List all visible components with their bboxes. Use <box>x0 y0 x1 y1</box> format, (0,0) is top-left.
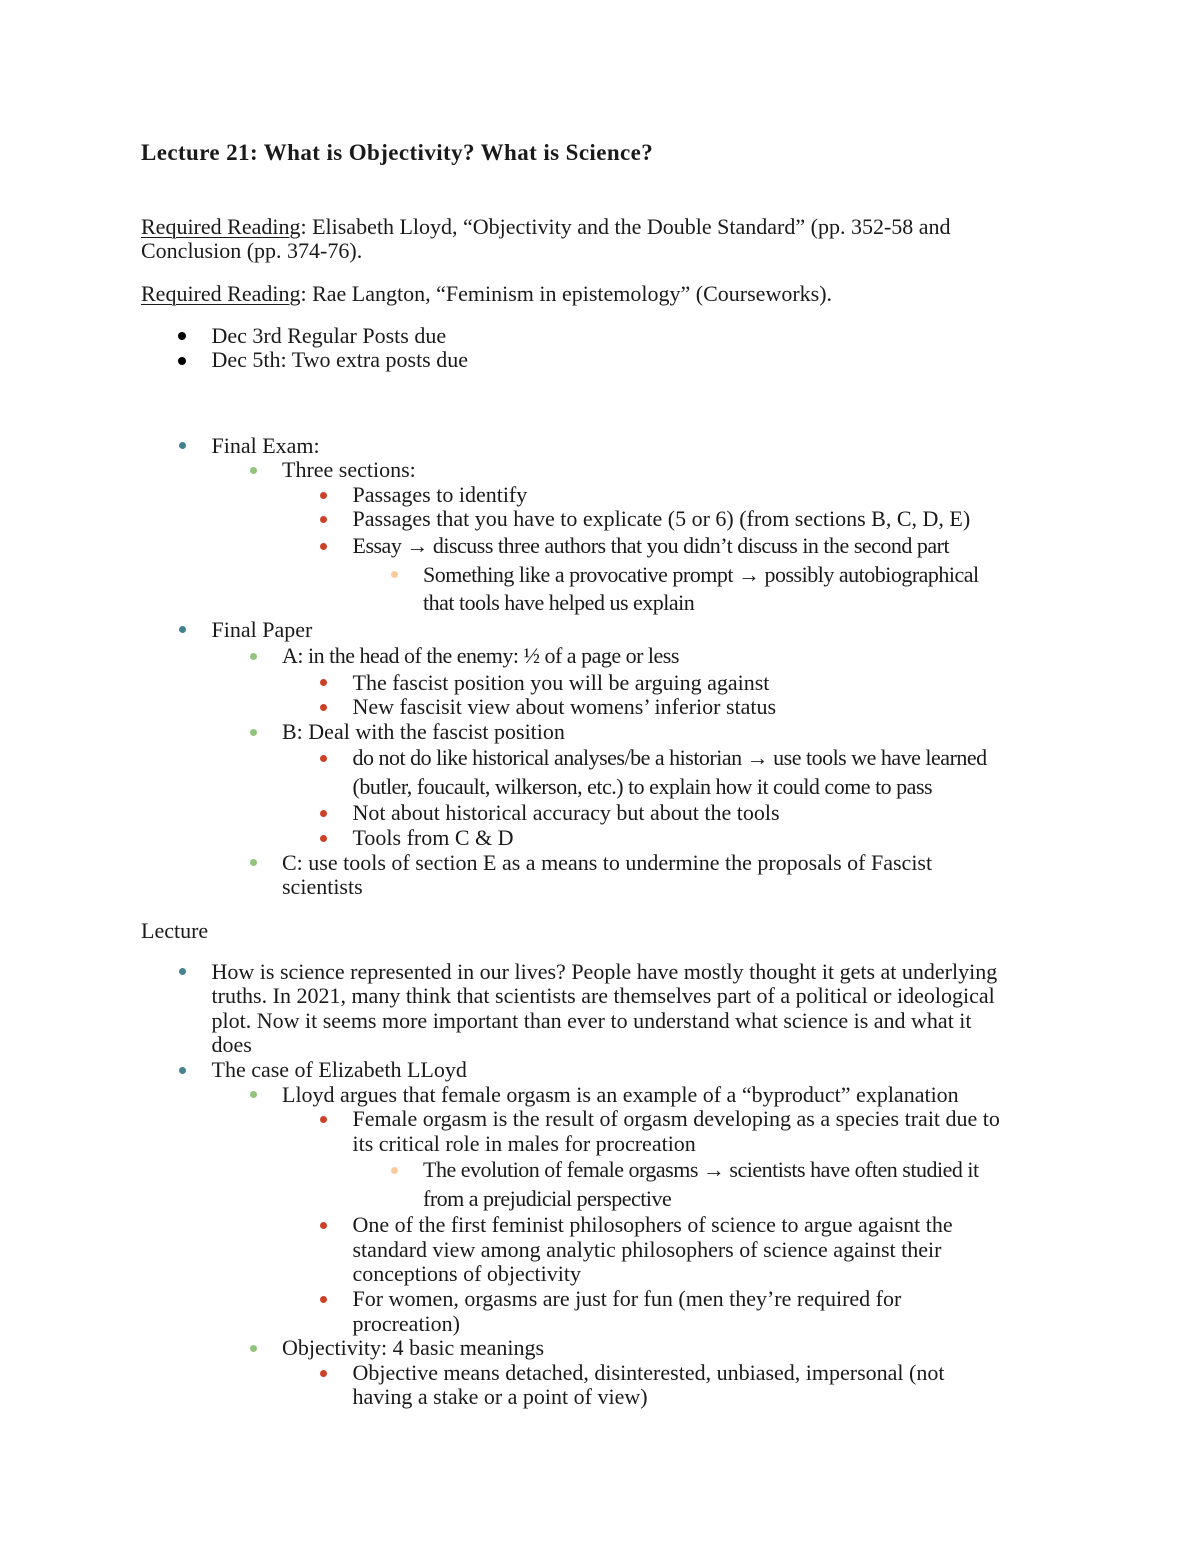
bullet-icon <box>250 1345 257 1352</box>
outline-item-text: truths. In 2021, many think that scientists are themselves part of a political or ideological <box>211 983 995 1009</box>
bullet-icon <box>320 492 327 499</box>
bullet-icon <box>320 1222 327 1229</box>
bullet-icon <box>320 1296 327 1303</box>
outline-item-text: Final Paper <box>211 616 313 642</box>
outline-item-text: conceptions of objectivity <box>352 1261 581 1287</box>
deadline-item <box>141 324 1171 349</box>
nested-list <box>353 561 1172 618</box>
outline-item <box>282 801 1171 826</box>
bullet-icon <box>250 859 257 866</box>
assignments-outline <box>141 434 1171 900</box>
nested-list <box>212 642 1172 900</box>
bullet-icon <box>320 810 327 817</box>
bullet-icon <box>179 1067 186 1074</box>
outline-item <box>141 960 1171 1058</box>
outline-item <box>282 826 1171 851</box>
outline-item <box>282 1213 1171 1287</box>
bullet-icon <box>320 704 327 711</box>
outline-item <box>212 1336 1172 1410</box>
outline-item-text: Passages to identify <box>352 481 528 507</box>
required-reading-citation: Conclusion (pp. 374-76). <box>141 238 363 264</box>
outline-item-text: Three sections: <box>282 457 416 483</box>
nested-list <box>282 671 1171 720</box>
outline-item-text: How is science represented in our lives? People have mostly thought it gets at underlying <box>211 958 998 984</box>
outline-item-text: C: use tools of section E as a means to undermine the proposals of Fascist <box>282 849 933 875</box>
outline-item-text: For women, orgasms are just for fun (men they’re required for <box>352 1286 902 1312</box>
outline-item <box>212 720 1172 851</box>
outline-item-text: scientists <box>282 874 363 900</box>
bullet-icon <box>178 332 186 340</box>
required-reading-label: Required Reading <box>141 280 301 306</box>
outline-item-text: The evolution of female orgasms → scientists have often studied it <box>423 1157 979 1183</box>
bullet-icon <box>250 1091 257 1098</box>
bullet-icon <box>179 442 186 449</box>
outline-item-text: procreation) <box>352 1310 460 1336</box>
outline-item <box>212 642 1172 720</box>
bullet-icon <box>320 516 327 523</box>
outline-item <box>141 434 1171 618</box>
outline-item-text: Objective means detached, disinterested, unbiased, impersonal (not <box>352 1359 945 1385</box>
outline-item-text: The case of Elizabeth LLoyd <box>211 1056 467 1082</box>
outline-item <box>353 561 1172 618</box>
deadline-text: Dec 5th: Two extra posts due <box>211 347 469 373</box>
outline-item <box>282 532 1171 618</box>
bullet-icon <box>391 1167 398 1174</box>
bullet-icon <box>250 729 257 736</box>
nested-list <box>282 483 1171 618</box>
required-reading-citation: : Rae Langton, “Feminism in epistemology” (Courseworks). <box>300 280 833 306</box>
outline-item <box>282 1287 1171 1336</box>
outline-item <box>141 1058 1171 1410</box>
outline-item-text: from a prejudicial perspective <box>423 1185 672 1211</box>
outline-item <box>282 744 1171 801</box>
reading-line <box>141 282 1171 307</box>
nested-list <box>212 458 1172 617</box>
outline-item-text: Essay → discuss three authors that you didn’t discuss in the second part <box>352 533 950 558</box>
outline-item-text: A: in the head of the enemy: ½ of a page or less <box>282 643 679 669</box>
outline-item-text: Passages that you have to explicate (5 or 6) (from sections B, C, D, E) <box>352 506 971 532</box>
lecture-outline <box>141 960 1171 1411</box>
outline-item-text: Tools from C & D <box>352 824 514 850</box>
outline-item <box>282 483 1171 508</box>
page-title: Lecture 21: What is Objectivity? What is Science? <box>141 139 654 165</box>
bullet-icon <box>178 357 186 365</box>
outline-item-text: standard view among analytic philosophers of science against their <box>352 1236 942 1262</box>
deadline-list <box>141 324 1171 373</box>
bullet-icon <box>320 1116 327 1123</box>
outline-item-text: Something like a provocative prompt → possibly autobiographical <box>423 561 979 587</box>
outline-item <box>212 1083 1172 1337</box>
nested-list <box>282 744 1171 850</box>
outline-item-text: New fascisit view about womens’ inferior status <box>352 694 777 720</box>
outline-item <box>212 458 1172 617</box>
outline-item-text: Not about historical accuracy but about the tools <box>352 800 780 826</box>
nested-list <box>282 1361 1171 1410</box>
outline-item <box>282 507 1171 532</box>
outline-item-text: Female orgasm is the result of orgasm developing as a species trait due to <box>352 1106 1000 1132</box>
deadline-item <box>141 348 1171 373</box>
outline-item-text: Final Exam: <box>211 432 320 458</box>
outline-item-text: B: Deal with the fascist position <box>282 718 565 744</box>
outline-item-text: that tools have helped us explain <box>423 590 695 615</box>
required-reading <box>141 282 1171 307</box>
bullet-icon <box>250 467 257 474</box>
bullet-icon <box>179 968 186 975</box>
bullet-icon <box>250 653 257 660</box>
bullet-icon <box>320 679 327 686</box>
nested-list <box>282 1107 1171 1336</box>
outline-item <box>282 1107 1171 1213</box>
deadline-text: Dec 3rd Regular Posts due <box>211 322 447 348</box>
outline-item-text: The fascist position you will be arguing against <box>352 669 770 695</box>
required-reading-label: Required Reading <box>141 213 301 239</box>
outline-item-text: plot. Now it seems more important than ever to understand what science is and what it <box>211 1007 972 1033</box>
outline-item-text: its critical role in males for procreation <box>352 1130 696 1156</box>
outline-item-text: Lloyd argues that female orgasm is an example of a “byproduct” explanation <box>282 1081 959 1107</box>
reading-line <box>141 215 1171 240</box>
bullet-icon <box>391 571 398 578</box>
outline-item <box>282 671 1171 696</box>
document-body <box>141 141 1171 1410</box>
outline-item <box>212 851 1172 900</box>
required-reading <box>141 215 1171 264</box>
outline-item-text: do not do like historical analyses/be a historian → use tools we have learned <box>352 745 987 771</box>
outline-item <box>353 1156 1172 1213</box>
outline-item-text: (butler, foucault, wilkerson, etc.) to explain how it could come to pass <box>352 773 933 799</box>
outline-item-text: does <box>211 1032 252 1058</box>
bullet-icon <box>179 626 186 633</box>
nested-list <box>353 1156 1172 1213</box>
section-heading: Lecture <box>141 917 209 943</box>
required-reading-citation: : Elisabeth Lloyd, “Objectivity and the Double Standard” (pp. 352-58 and <box>300 213 951 239</box>
outline-item-text: One of the first feminist philosophers of science to argue agaisnt the <box>352 1212 953 1238</box>
outline-item <box>282 695 1171 720</box>
bullet-icon <box>320 755 327 762</box>
bullet-icon <box>320 835 327 842</box>
bullet-icon <box>320 543 327 550</box>
outline-item-text: Objectivity: 4 basic meanings <box>282 1335 545 1361</box>
outline-item-text: having a stake or a point of view) <box>352 1384 648 1410</box>
outline-item <box>282 1361 1171 1410</box>
bullet-icon <box>320 1370 327 1377</box>
outline-item <box>141 618 1171 900</box>
nested-list <box>212 1083 1172 1411</box>
